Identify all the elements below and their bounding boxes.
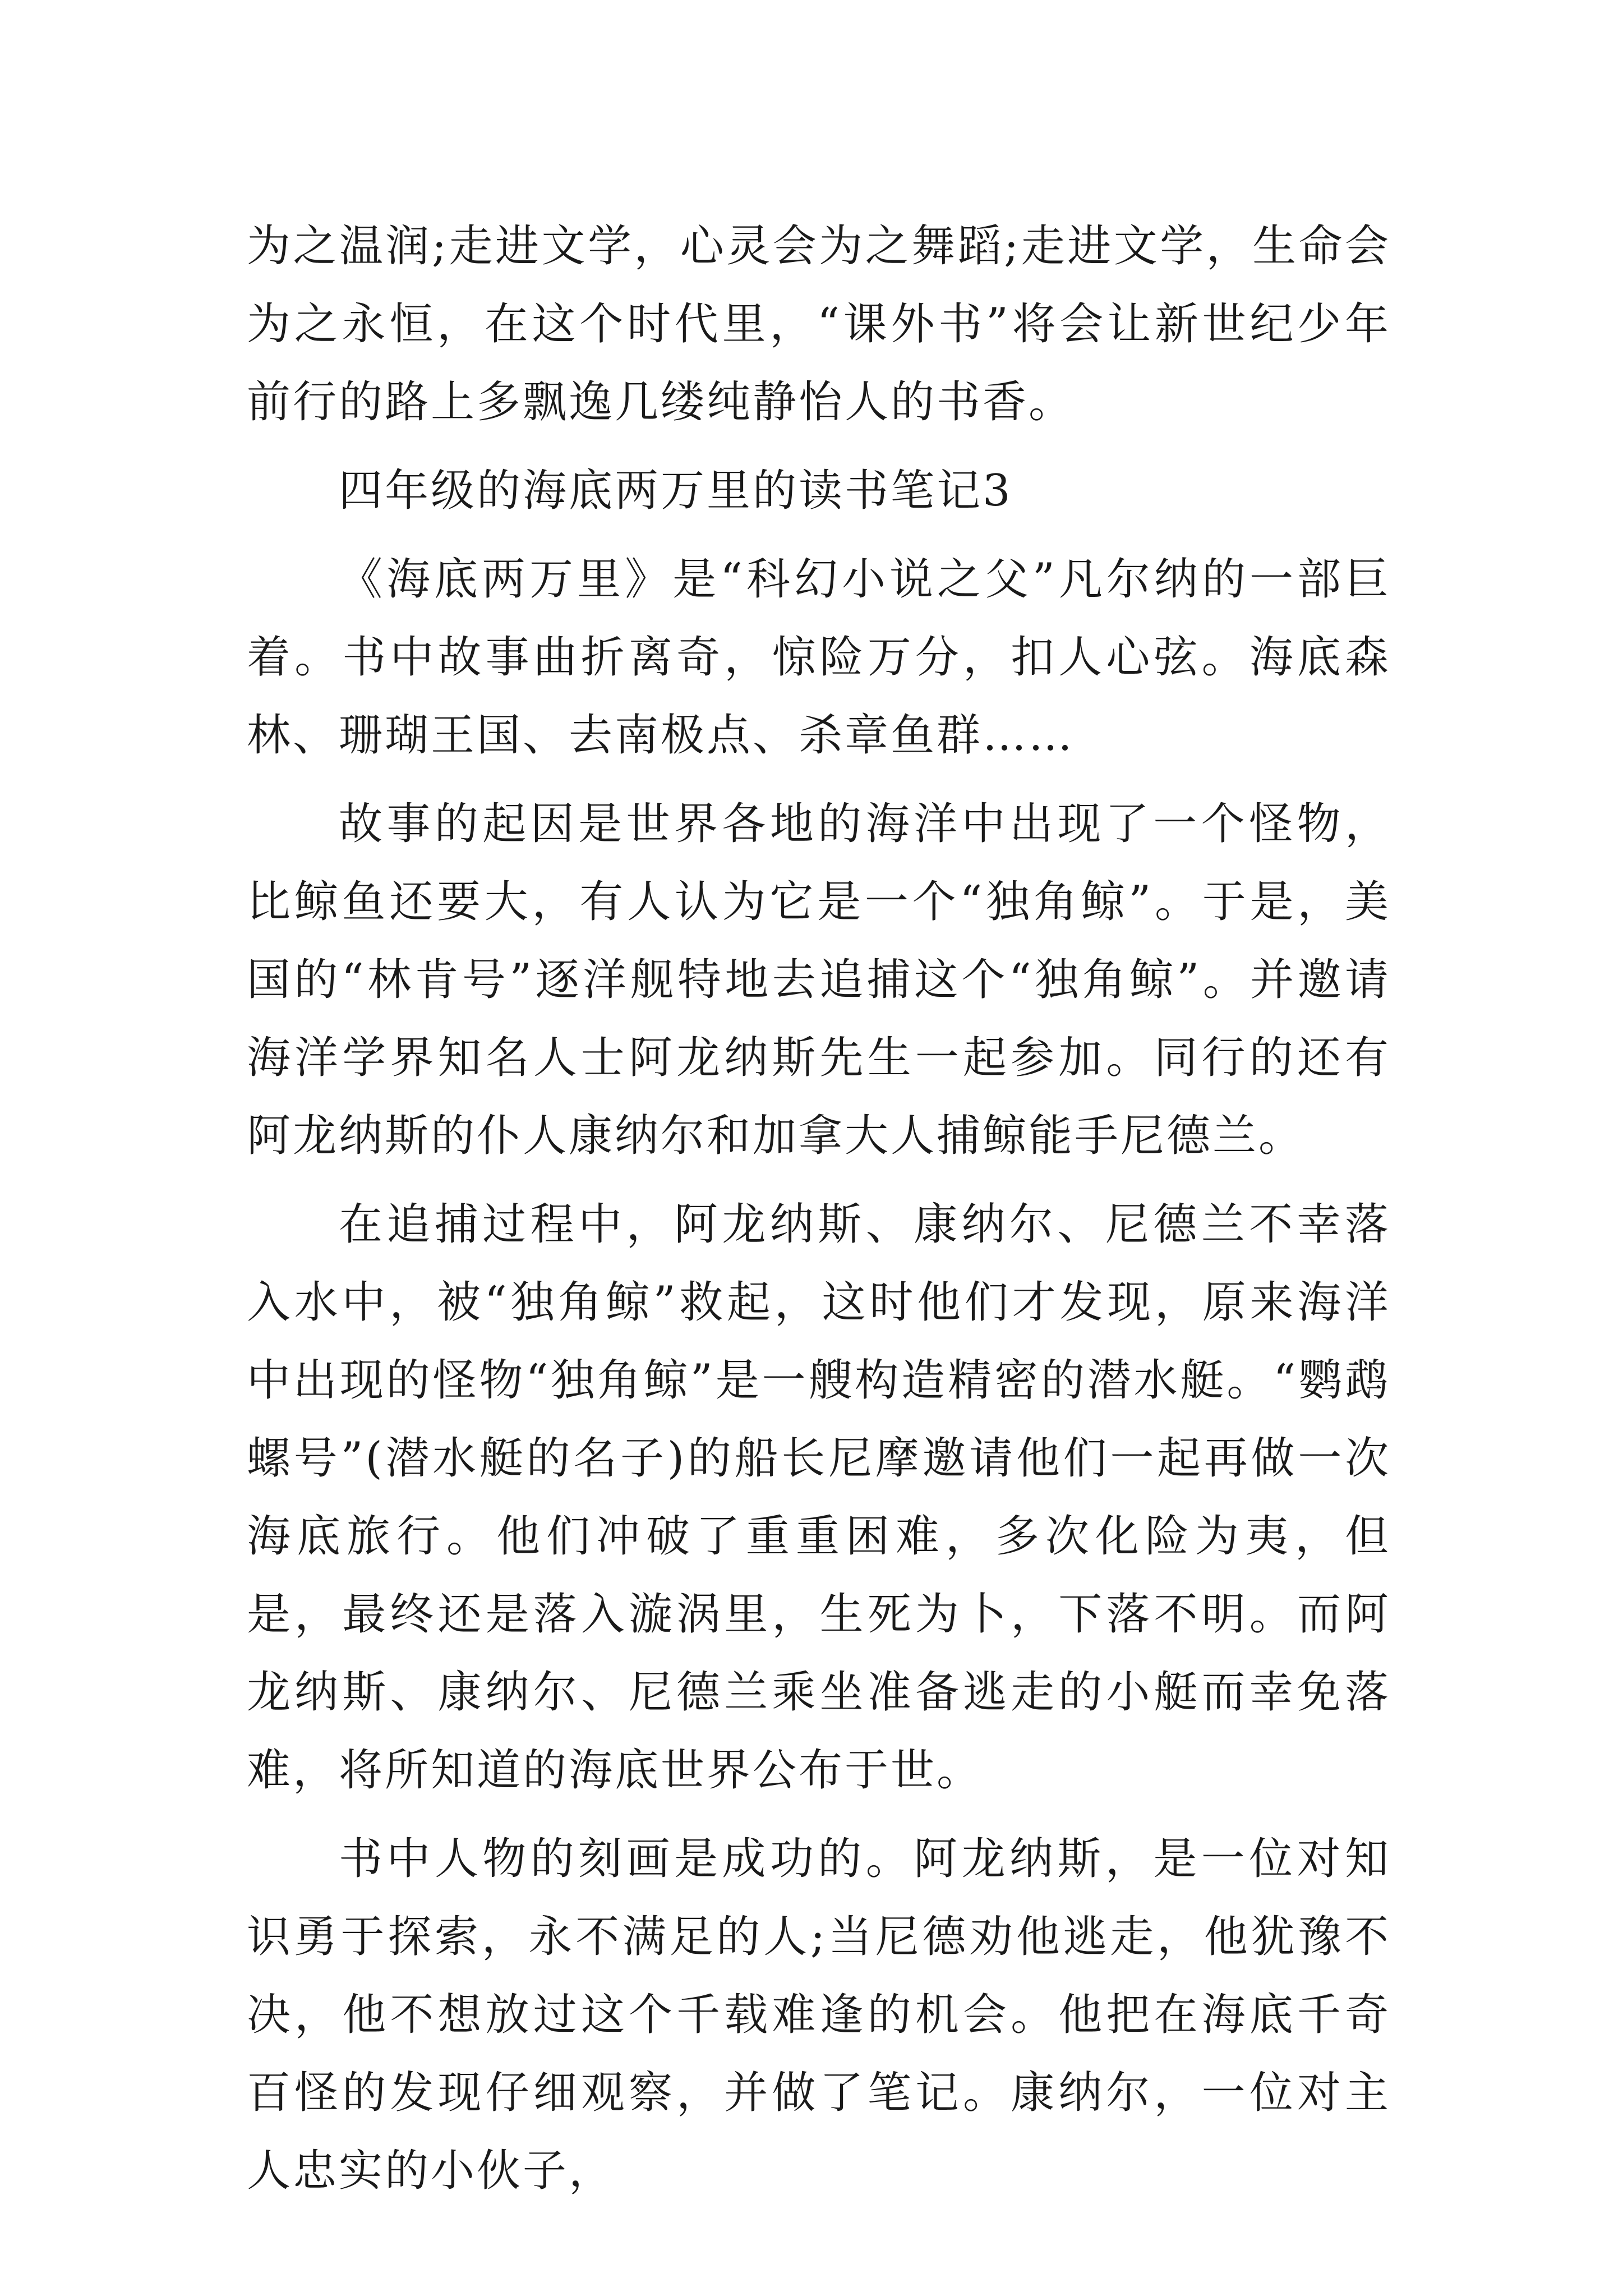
paragraph-continuation: 为之温润;走进文学，心灵会为之舞蹈;走进文学，生命会为之永恒，在这个时代里，“课外书”将会让新世纪少年前行的路上多飘逸几缕纯静怡人的书香。 [247, 221, 1391, 427]
paragraph: 《海底两万里》是“科幻小说之父”凡尔纳的一部巨着。书中故事曲折离奇，惊险万分，扣人心弦。海底森林、珊瑚王国、去南极点、杀章鱼群…… [247, 554, 1391, 761]
paragraph: 故事的起因是世界各地的海洋中出现了一个怪物，比鲸鱼还要大，有人认为它是一个“独角鲸”。于是，美国的“林肯号”逐洋舰特地去追捕这个“独角鲸”。并邀请海洋学界知名人士阿龙纳斯先生一起参加。同行的还有阿龙纳斯的仆人康纳尔和加拿大人捕鲸能手尼德兰。 [247, 799, 1391, 1161]
paragraph: 书中人物的刻画是成功的。阿龙纳斯，是一位对知识勇于探索，永不满足的人;当尼德劝他逃走，他犹豫不决，他不想放过这个千载难逢的机会。他把在海底千奇百怪的发现仔细观察，并做了笔记。康纳尔，一位对主人忠实的小伙子， [247, 1834, 1391, 2196]
section-heading: 四年级的海底两万里的读书笔记3 [339, 466, 1013, 516]
paragraph: 在追捕过程中，阿龙纳斯、康纳尔、尼德兰不幸落入水中，被“独角鲸”救起，这时他们才发现，原来海洋中出现的怪物“独角鲸”是一艘构造精密的潜水艇。“鹦鹉螺号”(潜水艇的名子)的船长尼摩邀请他们一起再做一次海底旅行。他们冲破了重重困难，多次化险为夷，但是，最终还是落入漩涡里，生死为卜，下落不明。而阿龙纳斯、康纳尔、尼德兰乘坐准备逃走的小艇而幸免落难，将所知道的海底世界公布于世。 [247, 1199, 1391, 1796]
document-body [247, 208, 1391, 2221]
